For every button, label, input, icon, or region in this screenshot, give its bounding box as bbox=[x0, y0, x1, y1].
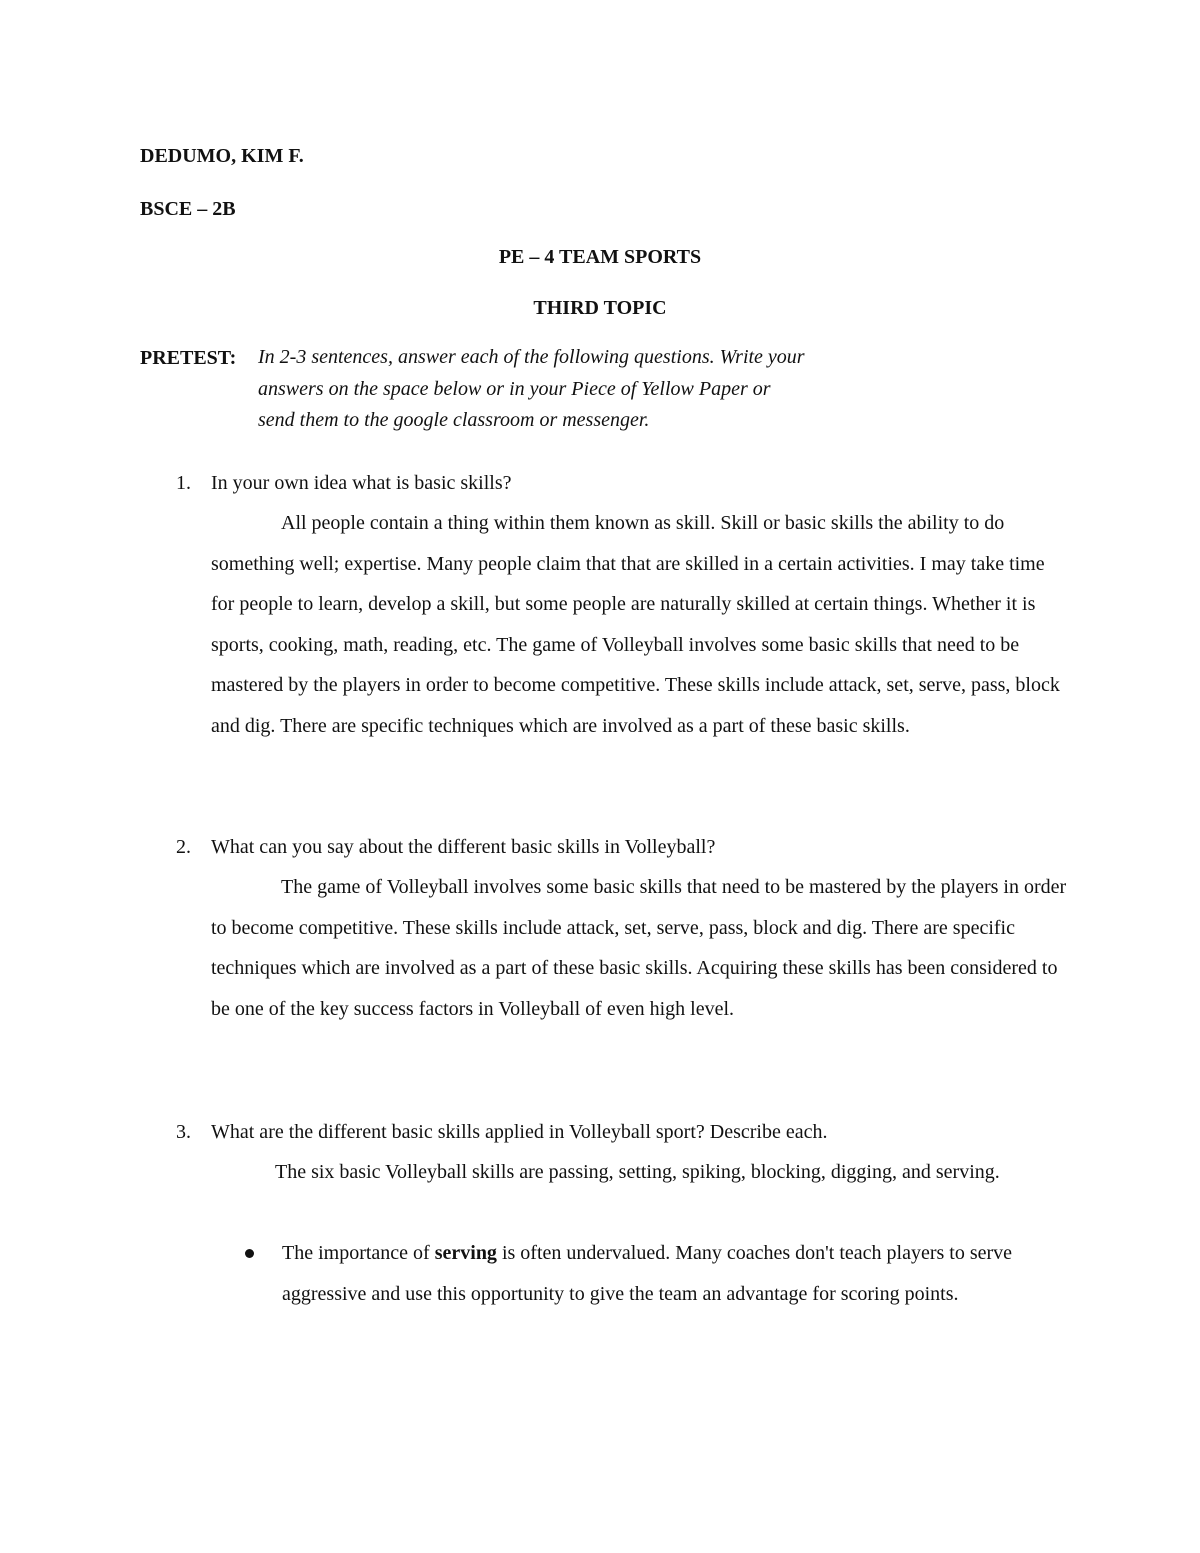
bullet-serving-prefix: The importance of bbox=[282, 1242, 435, 1264]
student-section: BSCE – 2B bbox=[140, 198, 236, 220]
question-3-answer bbox=[211, 1152, 1061, 1193]
question-2-answer bbox=[211, 867, 1071, 1029]
question-2-text: What can you say about the different basic skills in Volleyball? bbox=[211, 836, 716, 858]
question-3-number: 3. bbox=[176, 1121, 191, 1143]
pretest-line-1: In 2-3 sentences, answer each of the following questions. Write your bbox=[258, 346, 805, 368]
answer-2-text: The game of Volleyball involves some basic skills that need to be mastered by the players in order to become competitive. These skills include attack, set, serve, pass, block and dig. There are specific techniques which are involved as a part of these basic skills. Acquiring these skills has been considered to be one of the key success factors in Volleyball of even high level. bbox=[211, 876, 1067, 1020]
course-title: PE – 4 TEAM SPORTS bbox=[498, 246, 702, 268]
bullet-icon bbox=[245, 1249, 254, 1258]
pretest-instructions bbox=[258, 342, 978, 437]
question-1-answer bbox=[211, 503, 1071, 746]
question-3-text: What are the different basic skills applied in Volleyball sport? Describe each. bbox=[211, 1121, 828, 1143]
pretest-line-2: answers on the space below or in your Piece of Yellow Paper or bbox=[258, 377, 771, 400]
question-2-number: 2. bbox=[176, 836, 191, 858]
answer-3-text: The six basic Volleyball skills are passing, setting, spiking, blocking, digging, and serving. bbox=[275, 1161, 1000, 1183]
pretest-label: PRETEST: bbox=[140, 347, 237, 369]
question-1-text: In your own idea what is basic skills? bbox=[211, 472, 512, 494]
student-name: DEDUMO, KIM F. bbox=[140, 145, 304, 167]
topic-title: THIRD TOPIC bbox=[533, 297, 667, 319]
bullet-serving-bold: serving bbox=[434, 1242, 497, 1264]
bullet-serving-rest: is often undervalued. Many coaches don't teach players to serve aggressive and use this opportunity to give the team an advantage for scoring points. bbox=[282, 1242, 1013, 1305]
bullet-serving bbox=[282, 1233, 1072, 1314]
pretest-line-3: send them to the google classroom or messenger. bbox=[258, 409, 650, 431]
question-1-number: 1. bbox=[176, 472, 191, 494]
answer-1-text: All people contain a thing within them known as skill. Skill or basic skills the ability to do something well; expertise. Many people claim that that are skilled in a certain activities. I may take time for people to learn, develop a skill, but some people are naturally skilled at certain things. Whether it is sports, cooking, math, reading, etc. The game of Volleyball involves some basic skills that need to be mastered by the players in order to become competitive. These skills include attack, set, serve, pass, block and dig. There are specific techniques which are involved as a part of these basic skills. bbox=[211, 512, 1060, 737]
